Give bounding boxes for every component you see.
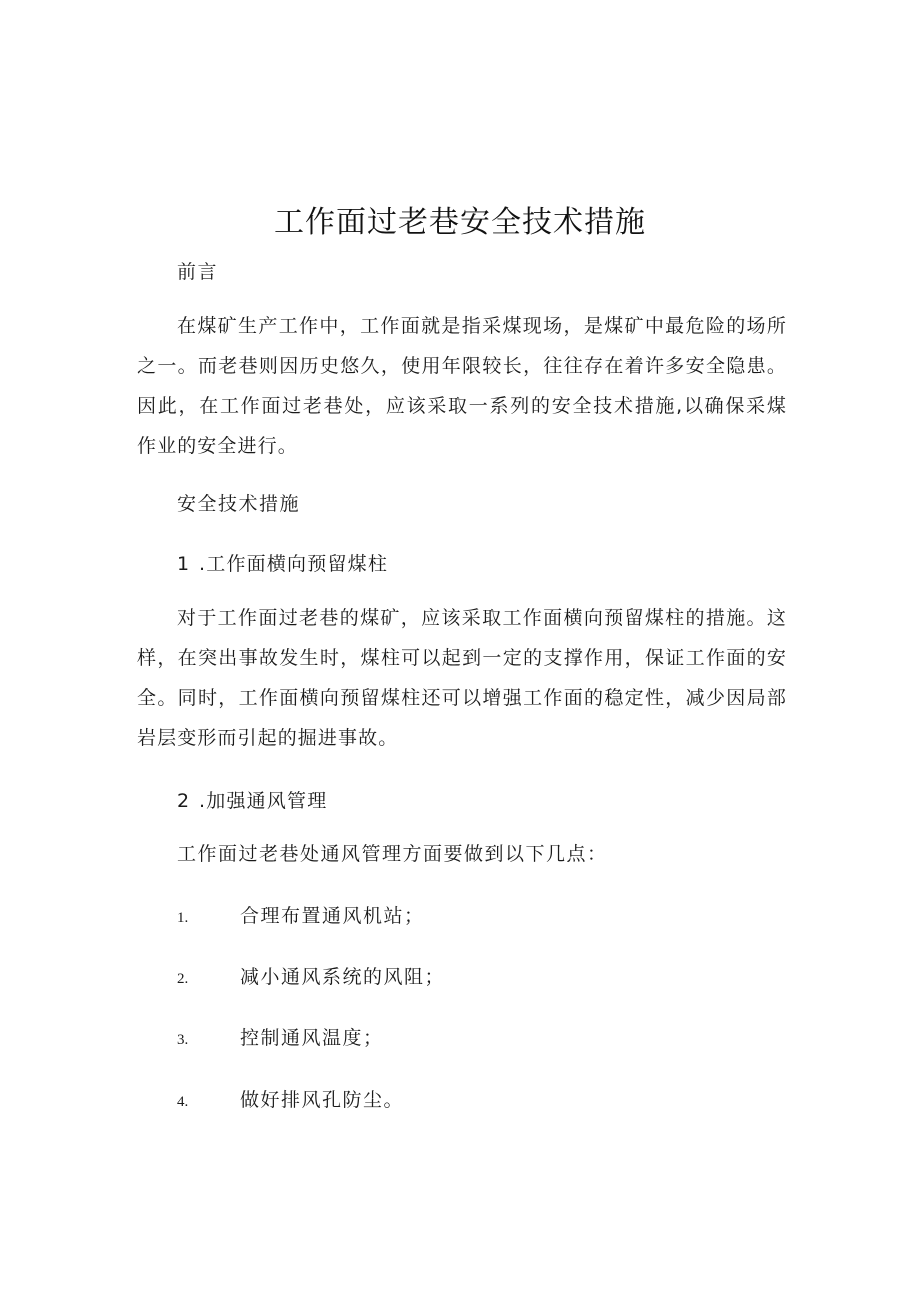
list-item-number: 1.	[177, 910, 189, 926]
list-item-number: 3.	[177, 1032, 189, 1048]
measures-label: 安全技术措施	[177, 493, 301, 515]
list-item-text: 合理布置通风机站；	[240, 905, 425, 927]
section-1-number: 1	[177, 553, 191, 575]
list-item	[177, 963, 445, 993]
intro-paragraph: 在煤矿生产工作中，工作面就是指采煤现场，是煤矿中最危险的场所之一。而老巷则因历史悠久，使用年限较长，往往存在着许多安全隐患。因此，在工作面过老巷处，应该采取一系列的安全技术措施,以确保采煤作业的安全进行。	[137, 315, 787, 457]
section-1-title: .工作面横向预留煤柱	[199, 553, 389, 575]
section-2-number: 2	[177, 790, 191, 812]
section-2-heading	[177, 787, 327, 815]
list-item-number: 2.	[177, 971, 189, 987]
document-title: 工作面过老巷安全技术措施	[274, 205, 646, 240]
section-1-paragraph: 对于工作面过老巷的煤矿，应该采取工作面横向预留煤柱的措施。这样，在突出事故发生时，煤柱可以起到一定的支撑作用，保证工作面的安全。同时，工作面横向预留煤柱还可以增强工作面的稳定性，减少因局部岩层变形而引起的掘进事故。	[137, 607, 787, 749]
list-item-number: 4.	[177, 1094, 189, 1110]
list-item	[177, 902, 425, 932]
list-item	[177, 1086, 404, 1116]
list-item-text: 做好排风孔防尘。	[240, 1089, 405, 1111]
preface-label: 前言	[177, 261, 219, 283]
section-1-heading	[177, 550, 388, 578]
list-item-text: 减小通风系统的风阻；	[240, 966, 446, 988]
list-item	[177, 1024, 384, 1054]
section-2-lead: 工作面过老巷处通风管理方面要做到以下几点：	[177, 843, 608, 865]
list-item-text: 控制通风温度；	[240, 1027, 384, 1049]
section-2-title: .加强通风管理	[199, 790, 328, 812]
